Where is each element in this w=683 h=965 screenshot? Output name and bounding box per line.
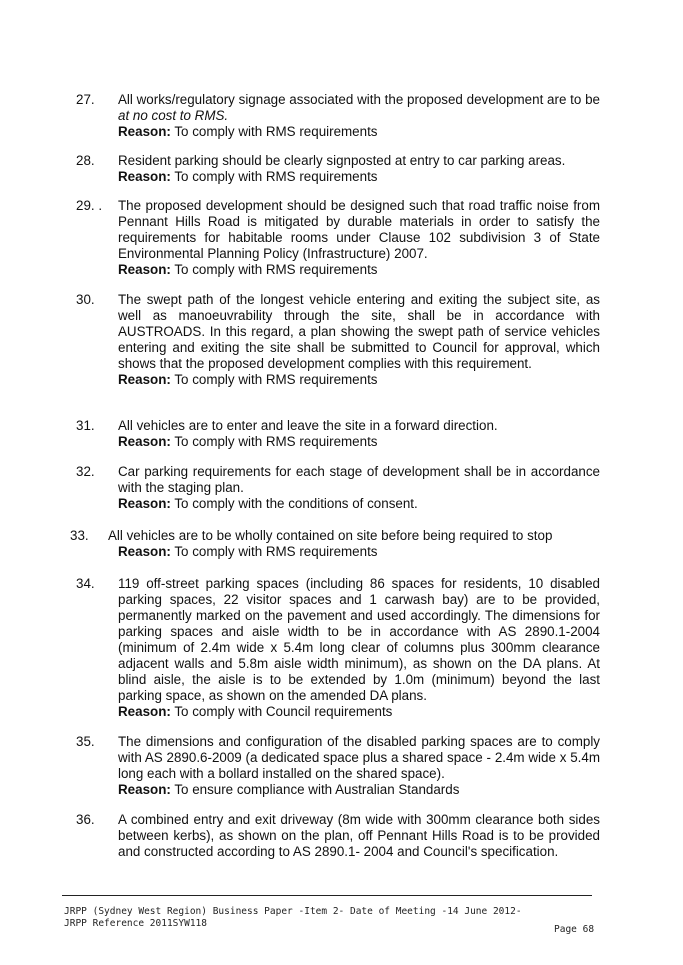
condition-number: 28.: [76, 153, 95, 168]
condition-reason: [118, 262, 600, 278]
footer-business-paper: JRPP (Sydney West Region) Business Paper -Item 2- Date of Meeting -14 June 2012-: [64, 906, 522, 917]
reason-text: To comply with RMS requirements: [174, 544, 378, 559]
condition-number: 33.: [70, 528, 89, 543]
reason-text: To comply with RMS requirements: [174, 434, 378, 449]
condition-reason: [118, 704, 600, 720]
condition-32: [76, 464, 600, 512]
condition-number: 32.: [76, 464, 95, 479]
condition-35: [76, 734, 600, 798]
reason-label: Reason:: [118, 372, 171, 387]
condition-text: The proposed development should be designed such that road traffic noise from Pennant Hills Road is mitigated by durable materials in order to satisfy the requirements for habitable rooms under Clause 102 subdivision 3 of State Environmental Planning Policy (Infrastructure) 2007.: [118, 198, 600, 261]
footer-divider: [62, 895, 592, 896]
condition-27: [76, 92, 600, 140]
condition-29: [76, 198, 600, 278]
condition-28: [76, 153, 600, 185]
condition-text-emphasis: at no cost to RMS.: [118, 108, 229, 123]
reason-text: To comply with RMS requirements: [174, 262, 378, 277]
reason-text: To comply with RMS requirements: [174, 372, 378, 387]
reason-label: Reason:: [118, 124, 171, 139]
condition-reason: [118, 169, 600, 185]
condition-number: 31.: [76, 418, 95, 433]
condition-number: 27.: [76, 92, 95, 107]
condition-34: [76, 576, 600, 720]
reason-label: Reason:: [118, 169, 171, 184]
page-number: Page 68: [554, 924, 595, 935]
condition-text: The swept path of the longest vehicle entering and exiting the subject site, as well as manoeuvrability through the site, shall be in accordance with AUSTROADS. In this regard, a plan showing the swept path of service vehicles entering and exiting the site shall be submitted to Council for approval, which shows that the proposed development complies with this requirement.: [118, 292, 600, 371]
condition-33: [70, 528, 594, 560]
condition-number: 36.: [76, 812, 95, 827]
reason-label: Reason:: [118, 782, 171, 797]
reason-label: Reason:: [118, 496, 171, 511]
condition-text: All vehicles are to enter and leave the site in a forward direction.: [118, 418, 498, 433]
condition-text: 119 off-street parking spaces (including 86 spaces for residents, 10 disabled parking spaces, 22 visitor spaces and 1 carwash bay) are to be provided, permanently marked on the pavement and used accordingly. The dimensions for parking spaces and aisle width to be in accordance with AS 2890.1-2004 (minimum of 2.4m wide x 5.4m long clear of columns plus 300mm clearance adjacent walls and 5.8m aisle width minimum), as shown on the DA plans. At blind aisle, the aisle is to be extended by 1.0m (minimum) beyond the last parking space, as shown on the amended DA plans.: [118, 576, 600, 703]
condition-30: [76, 292, 600, 388]
condition-number: 30.: [76, 292, 95, 307]
reason-text: To comply with Council requirements: [174, 704, 393, 719]
condition-reason: [118, 372, 600, 388]
reason-text: To ensure compliance with Australian Standards: [174, 782, 460, 797]
condition-36: [76, 812, 600, 860]
condition-number: 34.: [76, 576, 95, 591]
condition-reason: [118, 124, 600, 140]
condition-text: The dimensions and configuration of the disabled parking spaces are to comply with AS 2890.6-2009 (a dedicated space plus a shared space - 2.4m wide x 5.4m long each with a bollard installed on the shared space).: [118, 734, 600, 781]
reason-label: Reason:: [118, 434, 171, 449]
condition-text: [118, 92, 600, 124]
condition-reason: [118, 782, 600, 798]
condition-reason: [118, 496, 600, 512]
reason-text: To comply with RMS requirements: [174, 124, 378, 139]
condition-text: Resident parking should be clearly signposted at entry to car parking areas.: [118, 153, 566, 168]
condition-text-main: All works/regulatory signage associated with the proposed development are to be: [118, 92, 600, 107]
reason-label: Reason:: [118, 262, 171, 277]
condition-31: [76, 418, 600, 450]
condition-text: A combined entry and exit driveway (8m wide with 300mm clearance both sides between kerbs), as shown on the plan, off Pennant Hills Road is to be provided and constructed according to AS 2890.1- 2004 and Council's specification.: [118, 812, 600, 859]
reason-text: To comply with the conditions of consent.: [174, 496, 418, 511]
reason-text: To comply with RMS requirements: [174, 169, 378, 184]
condition-number: 35.: [76, 734, 95, 749]
footer-reference: JRPP Reference 2011SYW118: [64, 918, 207, 929]
condition-number: 29. .: [76, 198, 103, 213]
condition-reason: [118, 434, 600, 450]
condition-text: All vehicles are to be wholly contained on site before being required to stop: [108, 528, 553, 543]
footer: [64, 906, 522, 930]
reason-label: Reason:: [118, 704, 171, 719]
condition-text: Car parking requirements for each stage of development shall be in accordance with the staging plan.: [118, 464, 600, 495]
condition-reason: [118, 544, 594, 560]
reason-label: Reason:: [118, 544, 171, 559]
